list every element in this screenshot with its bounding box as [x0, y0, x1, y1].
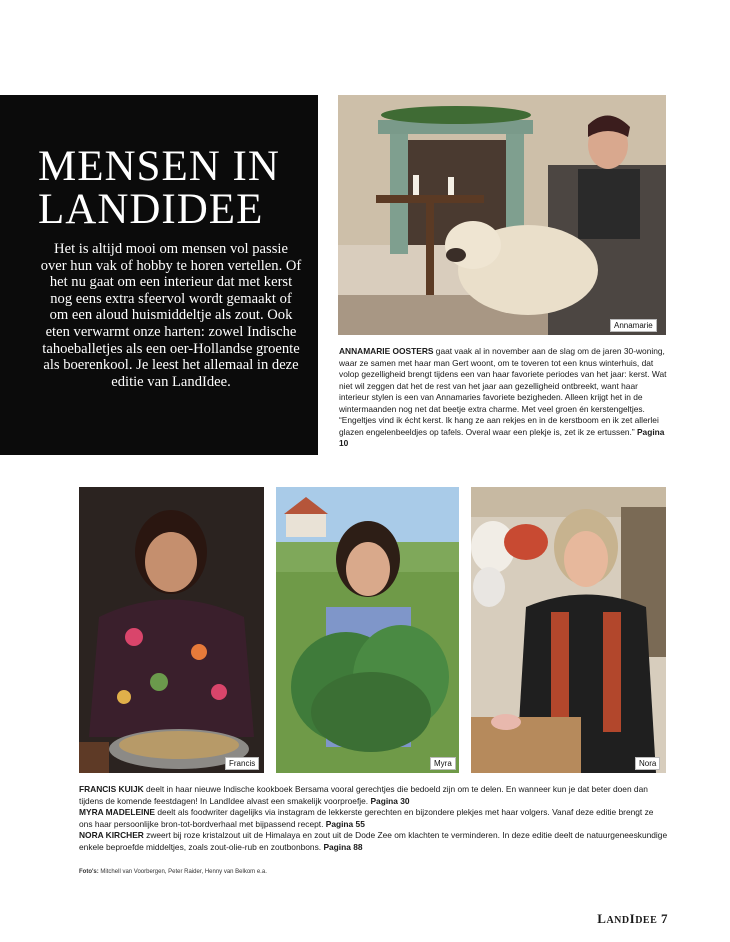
nora-name: NORA KIRCHER [79, 830, 144, 840]
francis-name: FRANCIS KUIJK [79, 784, 144, 794]
page-number: 7 [661, 911, 668, 926]
nora-page: Pagina 88 [323, 841, 363, 852]
myra-entry [79, 807, 669, 830]
nora-text: zweert bij roze kristalzout uit de Himalaya en zout uit de Dode Zee om klachten te verminderen. In deze editie deelt de natuurgeneeskundige enkele beproefde middeltjes, zoals zout-olie-rub en zoutbonbons. [79, 830, 668, 852]
page-folio [597, 911, 668, 927]
nora-entry [79, 830, 669, 853]
credits-label: Foto's: [79, 869, 99, 875]
francis-entry [79, 784, 669, 807]
myra-photo [276, 487, 459, 773]
francis-page: Pagina 30 [370, 795, 410, 806]
intro-text: Het is altijd mooi om mensen vol passie over hun vak of hobby te horen vertellen. Of het nu gaat om een interieur dat met kerst nog eens extra sfeervol wordt gemaakt of om een aloud huismiddeltje als zout. Ook eten verwarmt onze harten: zowel Indische tahoeballetjes als een oer-Hollandse groente als boerenkool. Je leest het allemaal in deze editie van LandIdee. [40, 241, 302, 390]
francis-photo-illustration [79, 487, 264, 773]
myra-page: Pagina 55 [325, 818, 365, 829]
nora-photo [471, 487, 666, 773]
myra-photo-illustration [276, 487, 459, 773]
annamarie-paragraph [339, 346, 669, 450]
contributors-paragraph [79, 784, 669, 853]
intro-box [0, 95, 318, 455]
title-line-2: LANDIDEE [38, 186, 264, 233]
francis-photo-label: Francis [225, 757, 259, 770]
annamarie-photo [338, 95, 666, 335]
credits-text: Mitchell van Voorbergen, Peter Raider, Henny van Belkom e.a. [98, 869, 267, 875]
page-title [38, 145, 280, 231]
title-line-1: MENSEN IN [38, 143, 280, 190]
annamarie-photo-illustration [338, 95, 666, 335]
myra-photo-label: Myra [430, 757, 456, 770]
magazine-name: LANDIDEE [597, 911, 658, 926]
myra-name: MYRA MADELEINE [79, 807, 155, 817]
annamarie-name: ANNAMARIE OOSTERS [339, 346, 434, 356]
francis-text: deelt in haar nieuwe Indische kookboek Bersama vooral gerechtjes die bedoeld zijn om te delen. En wanneer kun je dat beter doen dan tijdens de komende feestdagen! In LandIdee alvast een smakelijk voorproefje. [79, 784, 648, 806]
annamarie-photo-label: Annamarie [610, 319, 657, 332]
nora-photo-illustration [471, 487, 666, 773]
myra-text: deelt als foodwriter dagelijks via instagram de lekkerste gerechten en bijzondere plekjes met haar volgers. Vanaf deze editie brengt ze ons haar persoonlijke bron-tot-bordverhaal met bijpassend recept. [79, 807, 654, 829]
annamarie-page: Pagina 10 [339, 426, 665, 448]
annamarie-text: gaat vaak al in november aan de slag om de jaren 30-woning, waar ze samen met haar man Gert woont, om te toveren tot een knus winterhuis, dat volop gezelligheid brengt tijdens een van haar favoriete periodes van het jaar: kerst. Wat niet wil zeggen dat het de rest van het jaar aan gezelligheid ontbreekt, want haar interieur stylen is een van Annamaries favoriete bezigheden. Alleen krijgt het in de wintermaanden nog net dat beetje extra charme. Met veel groen én kerstengeltjes. “Engeltjes vind ik écht kerst. Ik hang ze aan rekjes en in de kerstboom en ik zet allerlei glazen engelenbeeldjes op tafels. Overal waar een plekje is, zet ik ze ertussen.” [339, 346, 667, 437]
nora-photo-label: Nora [635, 757, 660, 770]
photo-credits [79, 869, 267, 875]
francis-photo [79, 487, 264, 773]
